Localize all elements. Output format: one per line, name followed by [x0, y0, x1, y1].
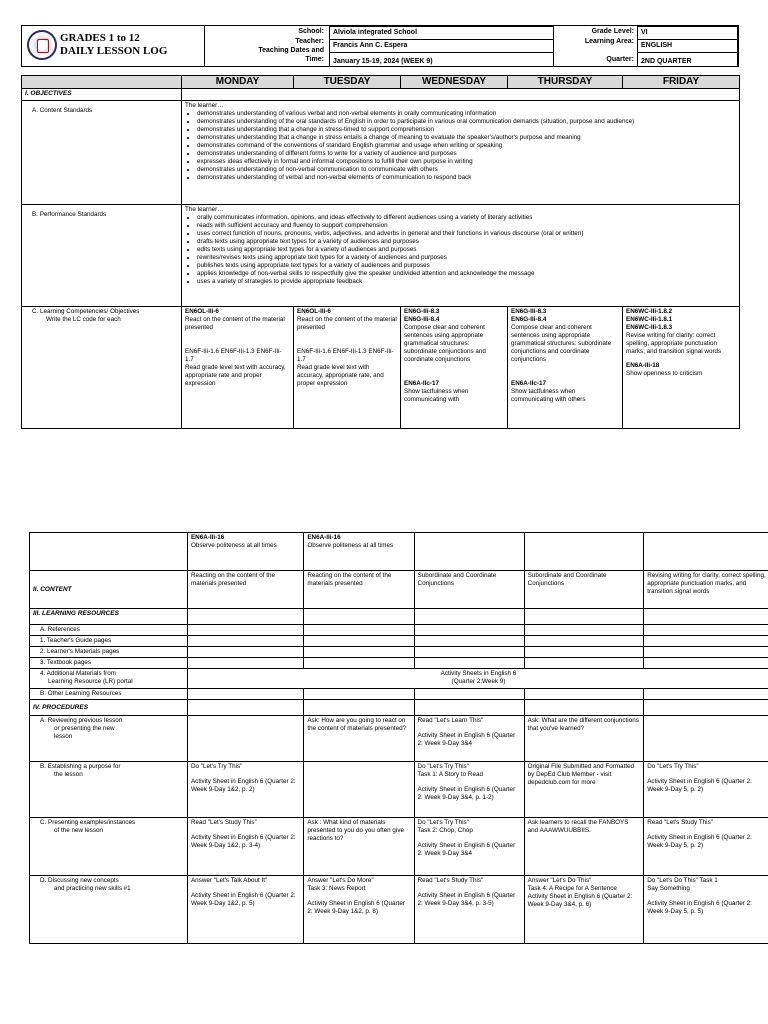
empty-cell	[304, 647, 414, 658]
additional-label-line1: 4. Additional Materials from	[40, 670, 116, 677]
lc-code: EN6A-IIi-16	[190, 534, 225, 541]
procedure-b-thursday: Original File Submitted and Formatted by DepEd Club Member - visit depedclub.com for more	[524, 762, 644, 818]
competencies-label-line1: C. Learning Competencies/ Objectives	[32, 308, 140, 315]
procedure-label-line: A. Reviewing previous lesson	[40, 717, 123, 724]
competencies-monday	[182, 307, 294, 429]
empty-cell	[304, 636, 414, 647]
empty-cell	[524, 647, 644, 658]
header-title-block	[22, 26, 205, 66]
procedure-b-tuesday	[304, 762, 414, 818]
content-heading: II. CONTENT	[30, 571, 188, 609]
lc-code: EN6F-IIi-1.6 EN6F-IIi-1.3 EN6F-IIi-1.7	[297, 348, 394, 363]
lc-text: Read grade level text with accuracy, appropriate rate and proper expression	[185, 364, 286, 387]
procedure-c-wednesday	[414, 818, 524, 876]
teacher-label: Teacher:	[295, 38, 324, 45]
procedure-c-tuesday: Ask : What kind of materials presented to you do you often give reactions to?	[304, 818, 414, 876]
activity-title: Do "Let's Try This"	[647, 763, 699, 770]
activity-title: Read "Let's Study This"	[190, 819, 257, 826]
competencies-friday	[623, 307, 740, 429]
activity-title: Answer "Let's Talk About It"	[190, 877, 268, 884]
lc-text: React on the content of the material presented	[185, 316, 285, 331]
empty-cell	[644, 689, 768, 700]
activity-ref: Activity Sheet in English 6 (Quarter 2: Week 9-Day 5, p. 5)	[647, 900, 752, 915]
learners-materials-label: 2. Learner's Materials pages	[30, 647, 188, 658]
quarter-label: Quarter:	[606, 56, 634, 63]
lc-code: EN6OL-IIi-6	[185, 308, 219, 315]
activity-task: Task 3: News Report	[307, 885, 366, 892]
competencies-wednesday	[401, 307, 508, 429]
procedure-label-line: or presenting the new	[54, 725, 115, 732]
content-monday: Reacting on the content of the materials presented	[187, 571, 303, 609]
competencies-label-line2: Write the LC code for each	[46, 316, 121, 323]
procedure-c-friday	[644, 818, 768, 876]
day-header-wednesday: WEDNESDAY	[401, 76, 508, 89]
list-item: • demonstrates command of the conventions of standard English grammar and usage when writing or speaking	[197, 142, 736, 150]
procedure-label-line: lesson	[54, 733, 73, 740]
empty-cell	[187, 625, 303, 636]
content-tuesday: Reacting on the content of the materials presented	[304, 571, 414, 609]
activity-ref: Activity Sheet in English 6 (Quarter 2: Week 9-Day 1&2, p. 8)	[307, 900, 406, 915]
textbook-label: 3. Textbook pages	[30, 658, 188, 669]
activity-task: Say Something	[647, 885, 690, 892]
grade-label: Grade Level:	[591, 28, 634, 35]
activity-ref: Activity Sheet in English 6 (Quarter 2: Week 9-Day 1&2, p. 2)	[190, 778, 296, 793]
objectives-heading-spacer	[182, 89, 740, 101]
activity-title: Read "Let's Study This"	[647, 819, 713, 826]
lc-code: EN6F-IIi-1.6 EN6F-IIi-1.3 EN6F-IIi-1.7	[185, 348, 282, 363]
references-label: A. References	[30, 625, 188, 636]
competencies-thursday	[508, 307, 623, 429]
lc-text: React on the content of the material presented	[297, 316, 397, 331]
list-item: • uses correct function of nouns, pronouns, verbs, adjectives, and adverbs in general and their functions in various discourse (oral or written)	[197, 230, 736, 238]
empty-cell	[644, 625, 768, 636]
empty-cell	[414, 609, 524, 625]
activity-ref: Activity Sheet in English 6 (Quarter 2: Week 9-Day 3&4, p. 6)	[527, 893, 633, 908]
continuation-friday	[644, 533, 768, 571]
activity-ref: Activity Sheet in English 6 (Quarter 2: Week 9-Day 3&4, p. 3-5)	[417, 892, 516, 907]
other-resources-label: B. Other Learning Resources	[30, 689, 188, 700]
content-thursday: Subordinate and Coordinate Conjunctions	[524, 571, 644, 609]
empty-cell	[187, 658, 303, 669]
empty-cell	[524, 689, 644, 700]
activity-ref: Activity Sheet in English 6 (Quarter 2: Week 9-Day 1&2, p. 3-4)	[190, 834, 296, 849]
dates-label-1: Teaching Dates and	[258, 47, 324, 54]
procedure-a-wednesday	[414, 716, 524, 762]
resources-heading: III. LEARNING RESOURCES	[30, 609, 188, 625]
content-standards-cell	[182, 101, 740, 205]
day-corner	[22, 76, 182, 89]
quarter-value: 2ND QUARTER	[637, 52, 738, 66]
performance-standards-list	[185, 214, 736, 286]
activity-title: Do "Let's Try This"	[417, 763, 469, 770]
procedure-b-friday	[644, 762, 768, 818]
empty-cell	[187, 609, 303, 625]
activity-task: Task 2: Chop, Chop	[417, 827, 473, 834]
procedure-label-line: of the new lesson	[54, 827, 104, 834]
lc-code: EN6G-IIi-8.3	[404, 308, 440, 315]
lc-code: EN6A-IIc-17	[404, 380, 439, 387]
activity-title: Read "Let's Study This"	[417, 877, 484, 884]
procedures-table	[29, 532, 768, 944]
lc-text: Compose clear and coherent sentences using appropriate grammatical structures: subordinate conjunctions and coordinate conjunctions	[404, 324, 486, 363]
continuation-thursday	[524, 533, 644, 571]
activity-ref: Activity Sheet in English 6 (Quarter 2: Week 9-Day 1&2, p. 5)	[190, 892, 296, 907]
teachers-guide-label: 1. Teacher's Guide pages	[30, 636, 188, 647]
procedure-a-monday	[187, 716, 303, 762]
list-item: • demonstrates understanding of non-verbal communication to communicate with others	[197, 166, 736, 174]
lc-text: Show tactfulness when communicating with	[404, 388, 469, 403]
empty-cell	[187, 636, 303, 647]
day-header-friday: FRIDAY	[623, 76, 740, 89]
activity-title: Do "Let's Do This" Task 1	[647, 877, 718, 884]
procedure-d-friday	[644, 876, 768, 944]
procedure-c-label	[30, 818, 188, 876]
content-wednesday: Subordinate and Coordinate Conjunctions	[414, 571, 524, 609]
lc-code: EN6OL-IIi-6	[297, 308, 331, 315]
procedure-b-wednesday	[414, 762, 524, 818]
list-item: • demonstrates understanding of the oral standards of English in order to participate in various oral communication demands (situation, purpose and audience)	[197, 118, 736, 126]
empty-cell	[524, 625, 644, 636]
day-header-tuesday: TUESDAY	[294, 76, 401, 89]
activity-ref: Activity Sheet in English 6 (Quarter 2: Week 9-Day 5, p. 2)	[647, 834, 752, 849]
procedure-label-line: and practicing new skills #1	[54, 885, 131, 892]
activity-ref: Activity Sheet in English 6 (Quarter 2: Week 9-Day 3&4	[417, 732, 516, 747]
procedure-label-line: the lesson	[54, 771, 83, 778]
empty-cell	[304, 689, 414, 700]
list-item: • drafts texts using appropriate text types for a variety of audiences and purposes	[197, 238, 736, 246]
activity-ref: Activity Sheet in English 6 (Quarter 2: Week 9-Day 3&4	[417, 842, 516, 857]
empty-cell	[304, 658, 414, 669]
competencies-tuesday	[294, 307, 401, 429]
performance-standards-intro: The learner…	[185, 206, 224, 213]
area-label: Learning Area:	[584, 38, 634, 45]
lc-code: EN6G-IIi-8.3	[511, 308, 547, 315]
list-item: • rewrites/revises texts using appropriate text types for a variety of audiences and purposes	[197, 254, 736, 262]
lc-code: EN6G-IIi-8.4	[511, 316, 547, 323]
list-item: • edits texts using appropriate text types for a variety of audiences and purposes	[197, 246, 736, 254]
empty-cell	[644, 658, 768, 669]
empty-cell	[414, 700, 524, 716]
dll-header	[21, 25, 739, 67]
empty-cell	[644, 609, 768, 625]
activity-title: Read "Let's Learn This"	[417, 717, 484, 724]
competencies-label	[22, 307, 182, 429]
empty-cell	[524, 700, 644, 716]
list-item: • reads with sufficient accuracy and fluency to support comprehension	[197, 222, 736, 230]
content-friday: Revising writing for clarity, correct spelling, appropriate punctuation marks, and transition signal words	[644, 571, 768, 609]
procedure-b-label	[30, 762, 188, 818]
lc-code: EN6WC-IIi-1.8.2	[626, 308, 673, 315]
content-standards-intro: The learner…	[185, 102, 224, 109]
activity-title: Answer "Let's Do This"	[527, 877, 592, 884]
content-standards-label: A. Content Standards	[22, 101, 182, 205]
procedure-d-wednesday	[414, 876, 524, 944]
empty-cell	[414, 647, 524, 658]
list-item: • demonstrates understanding of verbal and non-verbal elements of communication to respond back	[197, 174, 736, 182]
objectives-heading: I. OBJECTIVES	[22, 89, 182, 101]
procedure-a-friday	[644, 716, 768, 762]
header-title-line2: DAILY LESSON LOG	[60, 45, 168, 57]
empty-cell	[414, 689, 524, 700]
empty-cell	[304, 625, 414, 636]
lc-code: EN6WC-IIi-1.8.3	[626, 324, 673, 331]
list-item: • demonstrates understanding of different forms to write for a variety of audience and purposes	[197, 150, 736, 158]
deped-seal-icon	[27, 30, 57, 60]
empty-cell	[644, 647, 768, 658]
lc-code: EN6WC-IIi-1.8.1	[626, 316, 673, 323]
dates-label-2: Time:	[305, 56, 324, 63]
continuation-wednesday	[414, 533, 524, 571]
empty-cell	[304, 700, 414, 716]
empty-cell	[524, 609, 644, 625]
empty-cell	[187, 647, 303, 658]
activity-title: Do "Let's Try This"	[190, 763, 243, 770]
list-item: • demonstrates understanding that a change in stress-timed to support comprehension	[197, 126, 736, 134]
additional-materials-label	[30, 669, 188, 689]
empty-cell	[414, 658, 524, 669]
empty-cell	[644, 636, 768, 647]
procedure-a-label	[30, 716, 188, 762]
procedure-label-line: B. Establishing a purpose for	[40, 763, 121, 770]
continuation-monday	[187, 533, 303, 571]
procedure-a-thursday: Ask: What are the different conjunctions that you've learned?	[524, 716, 644, 762]
lc-text: Revise writing for clarity: correct spelling, appropriate punctuation marks, and transition signal words	[626, 332, 722, 355]
day-header-monday: MONDAY	[182, 76, 294, 89]
school-value: Alviola integrated School	[329, 26, 554, 39]
list-item: • expresses ideas effectively in formal and informal compositions to fulfill their own purpose in writing	[197, 158, 736, 166]
empty-cell	[187, 689, 303, 700]
procedure-label-line: C. Presenting examples/instances	[40, 819, 136, 826]
additional-materials-value	[187, 669, 768, 689]
additional-label-line2: Learning Resource (LR) portal	[48, 678, 133, 685]
empty-cell	[414, 625, 524, 636]
lc-code: EN6A-IIc-17	[511, 380, 546, 387]
empty-cell	[644, 700, 768, 716]
lc-code: EN6A-IIi-18	[626, 362, 660, 369]
activity-title: Answer "Let's Do More"	[307, 877, 374, 884]
day-header-thursday: THURSDAY	[508, 76, 623, 89]
objectives-table	[21, 75, 740, 429]
lc-text: Show tactfulness when communicating with others	[511, 388, 586, 403]
list-item: • demonstrates understanding of various verbal and non-verbal elements in orally communicating information	[197, 110, 736, 118]
header-title-line1: GRADES 1 to 12	[60, 32, 140, 44]
list-item: • publishes texts using appropriate text types for a variety of audiences and purposes	[197, 262, 736, 270]
continuation-label	[30, 533, 188, 571]
empty-cell	[414, 636, 524, 647]
list-item: • uses a variety of strategies to provide appropriate feedback	[197, 278, 736, 286]
continuation-tuesday	[304, 533, 414, 571]
procedures-heading: IV. PROCEDURES	[30, 700, 188, 716]
procedure-d-monday	[187, 876, 303, 944]
procedure-c-thursday: Ask learners to recall the FANBOYS and AAAWWUUBBIIS.	[524, 818, 644, 876]
procedure-d-label	[30, 876, 188, 944]
lc-text: Read grade level text with accuracy, appropriate rate, and proper expression	[297, 364, 384, 387]
performance-standards-cell	[182, 205, 740, 307]
lc-text: Show openness to criticism	[626, 370, 703, 377]
lc-text: Compose clear and coherent sentences using appropriate grammatical structures: subordinate conjunctions and coordinate conjunctions	[511, 324, 612, 363]
empty-cell	[187, 700, 303, 716]
empty-cell	[304, 609, 414, 625]
area-value: ENGLISH	[637, 39, 738, 52]
additional-value-line2: (Quarter 2:Week 9)	[451, 678, 506, 685]
procedure-d-thursday	[524, 876, 644, 944]
lc-code: EN6A-IIi-16	[307, 534, 341, 541]
empty-cell	[524, 636, 644, 647]
procedure-d-tuesday	[304, 876, 414, 944]
activity-task: Task 4: A Recipe for A Sentence	[527, 885, 617, 892]
content-standards-list	[185, 110, 736, 182]
procedure-b-monday	[187, 762, 303, 818]
procedure-c-monday	[187, 818, 303, 876]
dates-value: January 15-19, 2024 (WEEK 9)	[329, 52, 554, 66]
grade-value: VI	[637, 26, 738, 39]
activity-ref: Activity Sheet in English 6 (Quarter 2: Week 9-Day 5, p. 2)	[647, 778, 752, 793]
activity-title: Do "Let's Try This"	[417, 819, 469, 826]
procedure-a-tuesday: Ask: How are you going to react on the content of materials presented?	[304, 716, 414, 762]
empty-cell	[524, 658, 644, 669]
lc-text: Observe politeness at all times	[190, 542, 277, 549]
school-label: School:	[298, 28, 324, 35]
lc-text: Observe politeness at all times	[307, 542, 394, 549]
list-item: • demonstrates understanding that a change in stress entails a change of meaning to evaluate the speaker's/author's purpose and meaning	[197, 134, 736, 142]
activity-ref: Activity Sheet in English 6 (Quarter 2: Week 9-Day 3&4, p. 1-2)	[417, 786, 516, 801]
teacher-value: Francis Ann C. Espera	[329, 39, 554, 52]
additional-value-line1: Activity Sheets in English 6	[440, 670, 517, 677]
list-item: • orally communicates information, opinions, and ideas effectively to different audiences using a variety of literary activities	[197, 214, 736, 222]
procedure-label-line: D. Discussing new concepts	[40, 877, 119, 884]
activity-task: Task 1: A Story to Read	[417, 771, 483, 778]
performance-standards-label: B. Performance Standards	[22, 205, 182, 307]
list-item: • applies knowledge of non-verbal skills to respectfully give the speaker undivided attention and acknowledge the message	[197, 270, 736, 278]
lc-code: EN6G-IIi-8.4	[404, 316, 440, 323]
